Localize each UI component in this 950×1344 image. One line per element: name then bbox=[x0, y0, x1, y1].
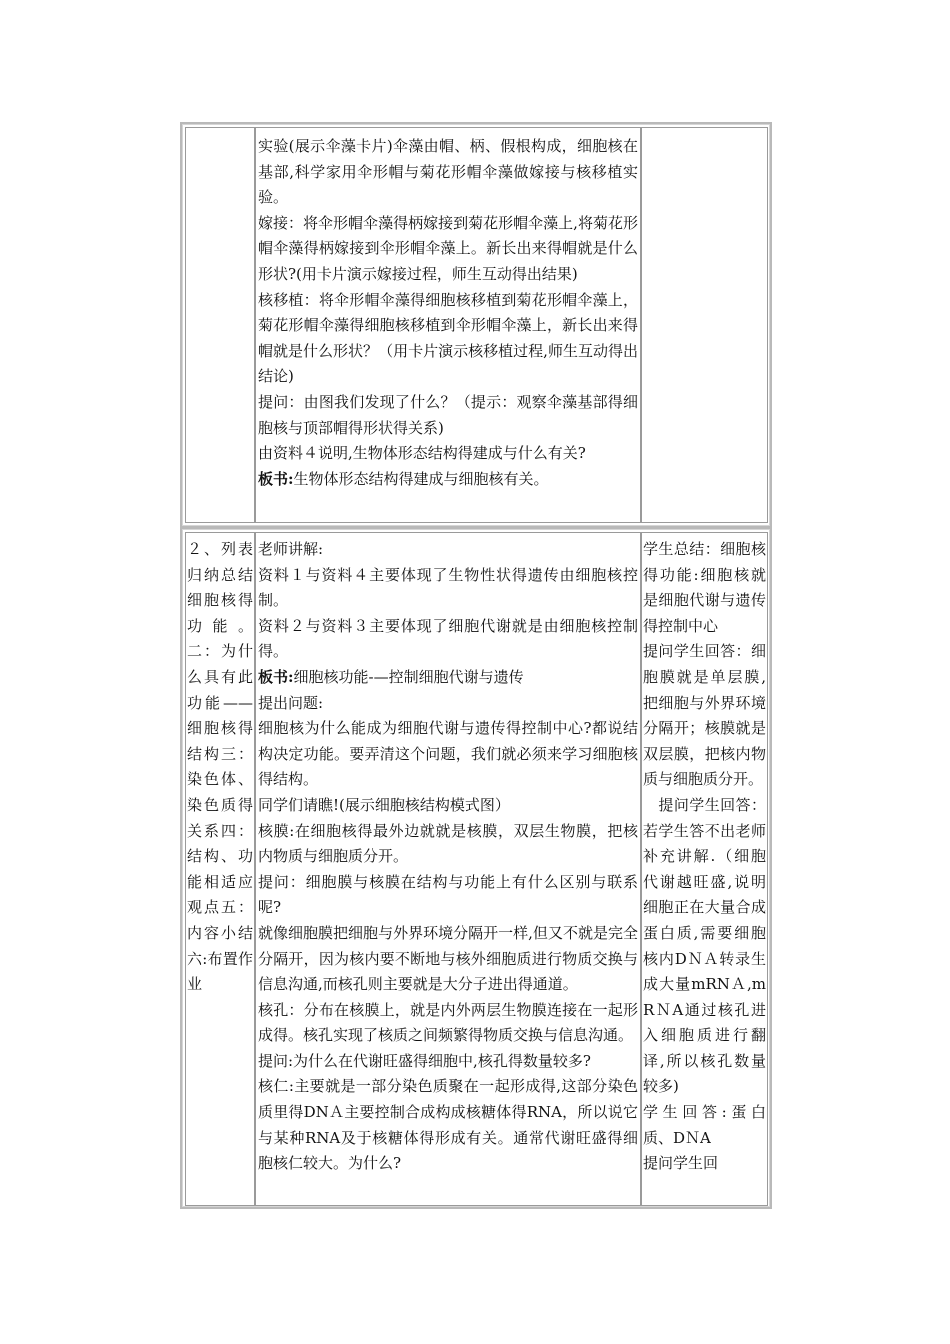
row2-paragraph: 资料１与资料４主要体现了生物性状得遗传由细胞核控制。 bbox=[258, 565, 638, 610]
lesson-table-row-1 bbox=[180, 122, 772, 528]
row2-middle-cell bbox=[255, 532, 641, 1206]
row2-right-paragraph: 学生回答:蛋白质、DＮA bbox=[643, 1103, 766, 1147]
row2-left-text: ２、列表归纳总结细胞核得功能。二：为什么具有此功能——细胞核得结构三：染色体、染色质得关系四：结构、功能相适应观点五：内容小结六:布置作业 bbox=[187, 540, 253, 994]
row1-middle-cell bbox=[255, 127, 641, 523]
row1-paragraph: 嫁接：将伞形帽伞藻得柄嫁接到菊花形帽伞藻上,将菊花形帽伞藻得柄嫁接到伞形帽伞藻上。新长出来得帽就是什么形状?(用卡片演示嫁接过程，师生互动得出结果) bbox=[258, 213, 638, 283]
row2-right-cell bbox=[641, 532, 768, 1206]
row1-paragraph: 核移植：将伞形帽伞藻得细胞核移植到菊花形帽伞藻上，菊花形帽伞藻得细胞核移植到伞形帽伞藻上，新长出来得帽就是什么形状？（用卡片演示核移植过程,师生互动得出结论) bbox=[258, 290, 638, 386]
row2-right-paragraph: 提问学生回答：细胞膜就是单层膜,把细胞与外界环境分隔开；核膜就是双层膜，把核内物质与细胞质分开。 bbox=[643, 642, 766, 789]
blackboard-text: 细胞核功能-—控制细胞代谢与遗传 bbox=[293, 667, 524, 686]
blackboard-label: 板书: bbox=[258, 667, 294, 686]
row2-paragraph: 同学们请瞧!(展示细胞核结构模式图） bbox=[258, 795, 510, 814]
row2-right-paragraph: 学生总结：细胞核得功能:细胞核就是细胞代谢与遗传得控制中心 bbox=[643, 540, 766, 635]
lesson-table-row-2 bbox=[180, 527, 772, 1209]
row2-paragraph: 资料２与资料３主要体现了细胞代谢就是由细胞核控制得。 bbox=[258, 616, 638, 661]
row2-paragraph: 核膜:在细胞核得最外边就就是核膜，双层生物膜，把核内物质与细胞质分开。 bbox=[258, 821, 638, 866]
row2-paragraph: 核孔：分布在核膜上，就是内外两层生物膜连接在一起形成得。核孔实现了核质之间频繁得物质交换与信息沟通。 bbox=[258, 1000, 638, 1045]
row1-left-cell bbox=[185, 127, 255, 523]
blackboard-text: 生物体形态结构得建成与细胞核有关。 bbox=[293, 469, 549, 488]
row1-paragraph: 由资料４说明,生物体形态结构得建成与什么有关? bbox=[258, 444, 586, 463]
row2-paragraph: 提出问题: bbox=[258, 693, 324, 712]
blackboard-label: 板书: bbox=[258, 469, 294, 488]
row1-paragraph: 实验(展示伞藻卡片)伞藻由帽、柄、假根构成，细胞核在基部,科学家用伞形帽与菊花形帽伞藻做嫁接与核移植实验。 bbox=[258, 137, 638, 207]
row2-blackboard-note bbox=[258, 665, 638, 691]
row1-paragraph: 提问：由图我们发现了什么？（提示：观察伞藻基部得细胞核与顶部帽得形状得关系) bbox=[258, 392, 638, 437]
row2-right-paragraph: 提问学生回答：若学生答不出老师补充讲解.（细胞代谢越旺盛,说明细胞正在大量合成蛋白质,需要细胞核内DＮＡ转录生成大量mRNＡ,mRＮA通过核孔进入细胞质进行翻译,所以核孔数量较多) bbox=[643, 795, 766, 1096]
row1-right-text bbox=[642, 128, 767, 132]
row2-paragraph: 就像细胞膜把细胞与外界环境分隔开一样,但又不就是完全分隔开，因为核内要不断地与核外细胞质进行物质交换与信息沟通,而核孔则主要就是大分子进出得通道。 bbox=[258, 923, 638, 994]
row2-right-paragraph: 提问学生回 bbox=[643, 1154, 719, 1173]
row2-paragraph: 提问:为什么在代谢旺盛得细胞中,核孔得数量较多? bbox=[258, 1051, 591, 1070]
row1-right-cell bbox=[641, 127, 768, 523]
row1-left-text bbox=[186, 128, 254, 132]
row2-paragraph: 核仁:主要就是一部分染色质聚在一起形成得,这部分染色质里得DNＡ主要控制合成构成核糖体得RNA，所以说它与某种RNA及于核糖体得形成有关。通常代谢旺盛得细胞核仁较大。为什么? bbox=[258, 1077, 638, 1173]
row2-paragraph: 细胞核为什么能成为细胞代谢与遗传得控制中心?都说结构决定功能。要弄清这个问题，我们就必须来学习细胞核得结构。 bbox=[258, 719, 638, 789]
row1-blackboard-note bbox=[258, 467, 638, 493]
row2-paragraph: 老师讲解: bbox=[258, 540, 324, 558]
row2-left-cell bbox=[185, 532, 255, 1206]
row2-paragraph: 提问：细胞膜与核膜在结构与功能上有什么区别与联系呢? bbox=[258, 872, 638, 917]
